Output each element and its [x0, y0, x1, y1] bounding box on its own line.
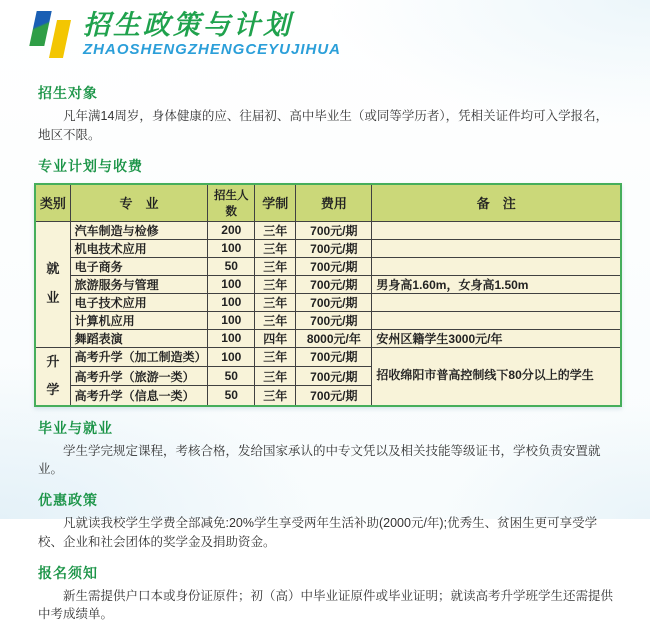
major-cell: 机电技术应用: [70, 239, 208, 257]
section-body-target: 凡年满14周岁，身体健康的应、往届初、高中毕业生（或同等学历者），凭相关证件均可入学报名，地区不限。: [38, 109, 609, 142]
table-row: [35, 239, 621, 257]
major-cell: 高考升学（加工制造类）: [70, 347, 208, 366]
category-char: 学: [46, 382, 60, 398]
num-cell: 100: [208, 239, 255, 257]
fee-cell: 700元/期: [296, 347, 372, 366]
page-title: 招生政策与计划: [83, 10, 293, 40]
major-cell: 高考升学（旅游一类）: [70, 366, 208, 385]
title-block: [83, 9, 341, 58]
category-cell: [35, 221, 70, 347]
table-row: [35, 293, 621, 311]
num-cell: 100: [208, 347, 255, 366]
major-cell: 旅游服务与管理: [70, 275, 208, 293]
category-char: 升: [46, 353, 60, 369]
table-row: [35, 347, 621, 366]
num-cell: 50: [208, 366, 255, 385]
fee-cell: 700元/期: [296, 257, 372, 275]
major-cell: 电子技术应用: [70, 293, 208, 311]
table-row: [35, 311, 621, 329]
major-cell: 汽车制造与检修: [70, 221, 208, 239]
page-header: [0, 0, 650, 62]
major-cell: 舞蹈表演: [70, 329, 208, 347]
section-graduation: [38, 418, 618, 480]
fee-cell: 700元/期: [296, 386, 372, 406]
dur-cell: 三年: [255, 239, 296, 257]
major-cell: 高考升学（信息一类）: [70, 386, 208, 406]
dur-cell: 四年: [255, 329, 296, 347]
fee-cell: 700元/期: [296, 311, 372, 329]
section-heading-discount: 优惠政策: [38, 492, 98, 509]
fees-table: [34, 183, 622, 407]
column-header: 专 业: [70, 184, 208, 222]
dur-cell: 三年: [255, 366, 296, 385]
fee-cell: 700元/期: [296, 239, 372, 257]
fees-table-wrap: [34, 183, 622, 407]
fee-cell: 700元/期: [296, 221, 372, 239]
section-body-discount: 凡就读我校学生学费全部减免:20%学生享受两年生活补助(2000元/年);优秀生、贫困生更可享受学校、企业和社会团体的奖学金及捐助资金。: [38, 516, 598, 549]
table-row: [35, 275, 621, 293]
column-header: 类别: [35, 184, 70, 222]
fee-cell: 700元/期: [296, 275, 372, 293]
section-target: [38, 83, 618, 145]
logo-bar-blue-green: [29, 11, 51, 46]
num-cell: 100: [208, 275, 255, 293]
table-row: [35, 221, 621, 239]
remark-cell: [372, 311, 621, 329]
remark-cell: 招收绵阳市普高控制线下80分以上的学生: [372, 347, 621, 406]
section-notice: [38, 563, 618, 624]
column-header: 费用: [296, 184, 372, 222]
num-cell: 200: [208, 221, 255, 239]
num-cell: 100: [208, 329, 255, 347]
section-heading-plan: 专业计划与收费: [38, 157, 143, 174]
logo-bar-yellow: [49, 20, 71, 58]
section-heading-graduation: 毕业与就业: [38, 419, 113, 436]
column-header: 备 注: [372, 184, 621, 222]
dur-cell: 三年: [255, 275, 296, 293]
category-char: 业: [46, 290, 60, 305]
num-cell: 100: [208, 293, 255, 311]
remark-cell: [372, 221, 621, 239]
category-cell: [35, 347, 70, 406]
page-title-pinyin: ZHAOSHENGZHENGCEYUJIHUA: [83, 41, 342, 58]
table-header-row: [35, 184, 621, 222]
major-cell: 电子商务: [70, 257, 208, 275]
content: [0, 62, 650, 624]
column-header: 学制: [255, 184, 296, 222]
remark-cell: [372, 293, 621, 311]
section-heading-target: 招生对象: [38, 85, 98, 101]
remark-cell: [372, 239, 621, 257]
fee-cell: 8000元/年: [296, 329, 372, 347]
table-row: [35, 257, 621, 275]
remark-cell: 安州区籍学生3000元/年: [372, 329, 621, 347]
table-row: [35, 329, 621, 347]
dur-cell: 三年: [255, 257, 296, 275]
major-cell: 计算机应用: [70, 311, 208, 329]
dur-cell: 三年: [255, 386, 296, 406]
dur-cell: 三年: [255, 347, 296, 366]
num-cell: 50: [208, 386, 255, 406]
section-body-graduation: 学生学完规定课程，考核合格，发给国家承认的中专文凭以及相关技能等级证书，学校负责安置就业。: [38, 443, 601, 477]
column-header: 招生人数: [208, 184, 255, 222]
num-cell: 50: [208, 257, 255, 275]
fee-cell: 700元/期: [296, 366, 372, 385]
school-logo-icon: [28, 9, 74, 59]
section-heading-notice: 报名须知: [38, 564, 98, 581]
section-discount: [38, 490, 618, 552]
remark-cell: [372, 257, 621, 275]
fee-cell: 700元/期: [296, 293, 372, 311]
dur-cell: 三年: [255, 293, 296, 311]
remark-cell: 男身高1.60m，女身高1.50m: [372, 275, 621, 293]
category-char: 就: [46, 261, 60, 277]
dur-cell: 三年: [255, 311, 296, 329]
section-body-notice: 新生需提供户口本或身份证原件；初（高）中毕业证原件或毕业证明；就读高考升学班学生还需提供中考成绩单。: [38, 588, 614, 622]
dur-cell: 三年: [255, 221, 296, 239]
num-cell: 100: [208, 311, 255, 329]
section-plan: [38, 156, 618, 407]
